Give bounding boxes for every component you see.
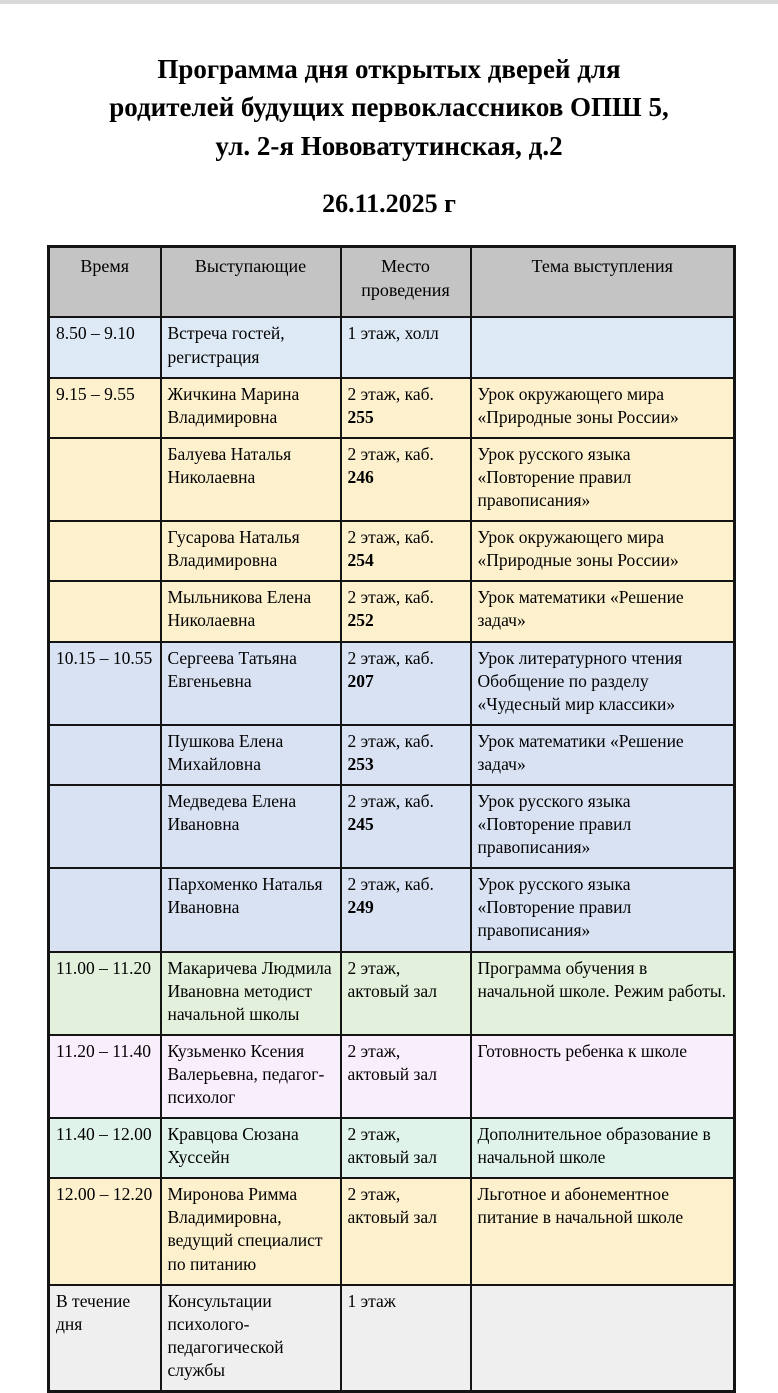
topic-cell [471, 1178, 735, 1284]
topic-cell [471, 1285, 735, 1392]
title-line-2: родителей будущих первоклассников ОПШ 5, [109, 92, 669, 123]
topic-value: Урок окружающего мира «Природные зоны России» [477, 383, 679, 427]
place-value: 2 этаж, каб. [347, 790, 434, 811]
speaker-cell [161, 1178, 341, 1284]
page-title [36, 50, 742, 165]
window-edge-strip [0, 0, 778, 4]
place-cell [341, 725, 471, 785]
place-cell [341, 521, 471, 581]
speaker-name: Балуева Наталья Николаевна [167, 443, 292, 487]
room-number: 253 [347, 753, 374, 774]
topic-cell [471, 581, 735, 641]
speaker-name: Сергеева Татьяна Евгеньевна [167, 647, 297, 691]
header-topic: Тема выступления [471, 246, 735, 317]
topic-cell [471, 785, 735, 868]
place-cell [341, 581, 471, 641]
time-value: В течение дня [56, 1290, 131, 1334]
speaker-name: Макаричева Людмила Ивановна методист начальной школы [167, 957, 332, 1024]
time-cell [49, 581, 161, 641]
place-cell [341, 317, 471, 377]
speaker-cell [161, 317, 341, 377]
topic-cell [471, 1118, 735, 1178]
header-time: Время [49, 246, 161, 317]
time-cell [49, 785, 161, 868]
topic-cell [471, 438, 735, 521]
place-cell [341, 1178, 471, 1284]
header-row [49, 246, 735, 317]
topic-value: Готовность ребенка к школе [477, 1040, 688, 1061]
room-number: 249 [347, 897, 374, 918]
speaker-name: Кравцова Сюзана Хуссейн [167, 1124, 299, 1168]
place-cell [341, 868, 471, 951]
speaker-name: Консультации психолого-педагогической службы [167, 1290, 284, 1380]
topic-value: Программа обучения в начальной школе. Режим работы. [477, 957, 726, 1001]
time-value: 9.15 – 9.55 [56, 383, 135, 404]
place-cell [341, 952, 471, 1035]
topic-cell [471, 725, 735, 785]
speaker-cell [161, 438, 341, 521]
speaker-cell [161, 868, 341, 951]
time-value: 12.00 – 12.20 [56, 1184, 153, 1205]
topic-value: Урок русского языка «Повторение правил правописания» [477, 443, 632, 511]
topic-value: Дополнительное образование в начальной школе [477, 1124, 711, 1168]
speaker-cell [161, 1285, 341, 1392]
topic-cell [471, 642, 735, 725]
speaker-name: Жичкина Марина Владимировна [167, 383, 300, 427]
place-cell [341, 438, 471, 521]
time-cell [49, 317, 161, 377]
table-row [49, 317, 735, 377]
time-value: 10.15 – 10.55 [56, 647, 153, 668]
speaker-cell [161, 642, 341, 725]
topic-cell [471, 1035, 735, 1118]
place-cell [341, 642, 471, 725]
place-value: 2 этаж, каб. [347, 587, 434, 608]
topic-cell [471, 868, 735, 951]
table-row [49, 1285, 735, 1392]
place-cell [341, 1118, 471, 1178]
time-cell [49, 521, 161, 581]
room-number: 246 [347, 466, 374, 487]
header-speakers: Выступающие [161, 246, 341, 317]
time-cell [49, 1178, 161, 1284]
topic-cell [471, 378, 735, 438]
place-value: 1 этаж, холл [347, 323, 439, 344]
place-value: 2 этаж, каб. [347, 730, 434, 751]
place-value: 2 этаж, каб. [347, 383, 434, 404]
table-row [49, 1118, 735, 1178]
speaker-cell [161, 785, 341, 868]
table-row [49, 521, 735, 581]
topic-cell [471, 952, 735, 1035]
speaker-cell [161, 725, 341, 785]
table-row [49, 378, 735, 438]
speaker-cell [161, 378, 341, 438]
time-value: 8.50 – 9.10 [56, 323, 135, 344]
time-cell [49, 725, 161, 785]
time-cell [49, 438, 161, 521]
time-cell [49, 1118, 161, 1178]
room-number: 254 [347, 550, 374, 571]
speaker-name: Пушкова Елена Михайловна [167, 730, 284, 774]
speaker-name: Встреча гостей, регистрация [167, 323, 285, 367]
speaker-name: Миронова Римма Владимировна, ведущий специалист по питанию [167, 1184, 323, 1274]
speaker-cell [161, 1118, 341, 1178]
place-value: 2 этаж, актовый зал [347, 1040, 438, 1084]
room-number: 245 [347, 814, 374, 835]
speaker-name: Пархоменко Наталья Ивановна [167, 874, 323, 918]
place-value: 2 этаж, каб. [347, 527, 434, 548]
table-row [49, 438, 735, 521]
time-cell [49, 642, 161, 725]
table-row [49, 642, 735, 725]
speaker-cell [161, 952, 341, 1035]
time-cell [49, 952, 161, 1035]
speaker-cell [161, 581, 341, 641]
table-row [49, 1178, 735, 1284]
time-value: 11.20 – 11.40 [56, 1040, 151, 1061]
speaker-name: Мыльникова Елена Николаевна [167, 587, 312, 631]
table-row [49, 581, 735, 641]
time-cell [49, 1035, 161, 1118]
place-value: 2 этаж, каб. [347, 874, 434, 895]
place-value: 2 этаж, актовый зал [347, 1184, 438, 1228]
place-value: 1 этаж [347, 1290, 396, 1311]
time-cell [49, 1285, 161, 1392]
schedule-table [47, 245, 736, 1393]
speaker-name: Гусарова Наталья Владимировна [167, 527, 300, 571]
place-cell [341, 785, 471, 868]
topic-value: Льготное и абонементное питание в начальной школе [477, 1184, 684, 1228]
topic-value: Урок литературного чтения Обобщение по разделу «Чудесный мир классики» [477, 647, 683, 714]
time-cell [49, 868, 161, 951]
topic-value: Урок русского языка «Повторение правил правописания» [477, 874, 632, 941]
place-cell [341, 1285, 471, 1392]
speaker-cell [161, 1035, 341, 1118]
place-value: 2 этаж, актовый зал [347, 957, 438, 1001]
time-cell [49, 378, 161, 438]
topic-value: Урок математики «Решение задач» [477, 730, 684, 774]
speaker-name: Кузьменко Ксения Валерьевна, педагог-психолог [167, 1040, 325, 1108]
time-value: 11.00 – 11.20 [56, 957, 151, 978]
table-row [49, 952, 735, 1035]
time-value: 11.40 – 12.00 [56, 1124, 152, 1145]
place-value: 2 этаж, каб. [347, 443, 434, 464]
topic-cell [471, 521, 735, 581]
title-line-1: Программа дня открытых дверей для [157, 54, 621, 84]
speaker-name: Медведева Елена Ивановна [167, 790, 297, 835]
table-row [49, 725, 735, 785]
speaker-cell [161, 521, 341, 581]
table-row [49, 1035, 735, 1118]
table-row [49, 785, 735, 868]
topic-value: Урок русского языка «Повторение правил правописания» [477, 790, 632, 858]
room-number: 255 [347, 406, 374, 427]
topic-value: Урок математики «Решение задач» [477, 587, 684, 631]
room-number: 207 [347, 670, 374, 691]
place-value: 2 этаж, каб. [347, 647, 434, 668]
place-value: 2 этаж, актовый зал [347, 1124, 438, 1168]
topic-value: Урок окружающего мира «Природные зоны России» [477, 527, 679, 571]
table-row [49, 868, 735, 951]
place-cell [341, 1035, 471, 1118]
room-number: 252 [347, 610, 374, 631]
place-cell [341, 378, 471, 438]
header-place: Место проведения [341, 246, 471, 317]
event-date: 26.11.2025 г [322, 188, 456, 218]
title-line-3: ул. 2-я Нововатутинская, д.2 [215, 130, 563, 161]
topic-cell [471, 317, 735, 377]
